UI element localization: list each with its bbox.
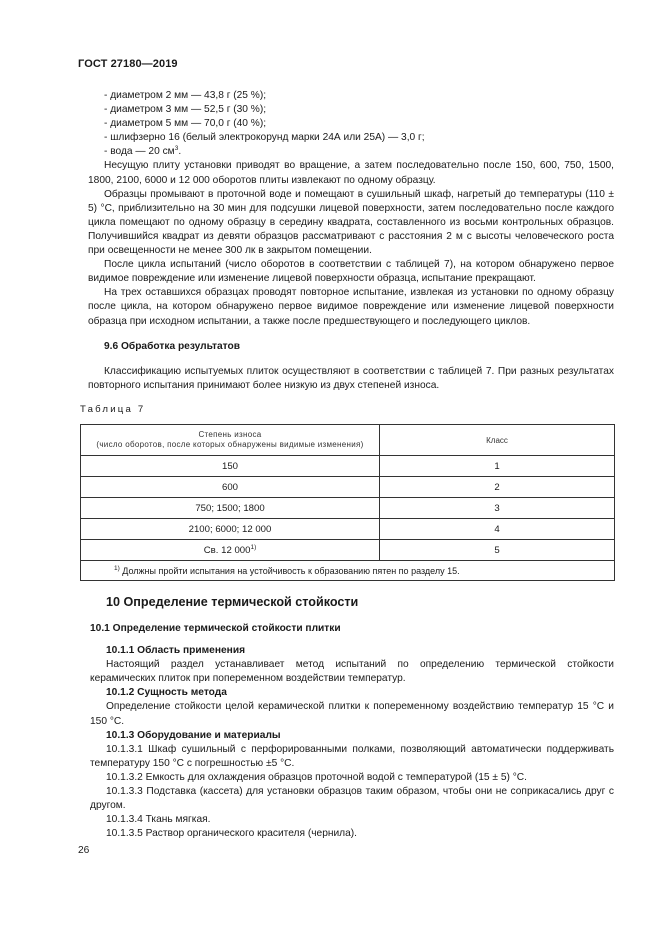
- cell-text: Св. 12 000: [203, 544, 251, 556]
- subsection-heading-10-1-2: 10.1.2 Сущность метода: [106, 687, 227, 699]
- table-cell: 4: [380, 519, 615, 540]
- page-number: 26: [78, 845, 90, 856]
- table-row: [81, 477, 615, 498]
- table-header-cell: [81, 425, 380, 456]
- header-line: Степень износа: [198, 430, 262, 439]
- section-heading-9-6: 9.6 Обработка результатов: [104, 340, 241, 352]
- table-header-row: [81, 425, 615, 456]
- table-row: [81, 456, 615, 477]
- subsection-heading-10-1: 10.1 Определение термической стойкости плитки: [90, 623, 341, 634]
- list-item-text: - вода — 20 см: [104, 146, 175, 158]
- header-line: (число оборотов, после которых обнаружены видимые изменения): [96, 440, 364, 449]
- subsection-heading-10-1-3: 10.1.3 Оборудование и материалы: [106, 729, 281, 741]
- paragraph: Образцы промывают в проточной воде и помещают в сушильный шкаф, нагретый до температуры (110 ± 5) °С, приблизительно на 30 мин для подсушки лицевой поверхности, затем последовательно после каждого цикла помещают по одному образцу в середину квадрата, составленного из восьми контрольных образцов. Получившийся квадрат из девяти образцов рассматривают с расстояния 2 м с высоты человеческого роста при освещенности не менее 300 лк в закрытом помещении.: [88, 188, 614, 257]
- paragraph: Несущую плиту установки приводят во вращение, а затем последовательно после 150, 600, 750, 1500, 1800, 2100, 6000 и 12 000 оборотов плиты извлекают по одному образцу.: [88, 160, 614, 186]
- footnote-mark: 1): [114, 564, 120, 572]
- paragraph: Классификацию испытуемых плиток осуществляют в соответствии с таблицей 7. При разных результатах повторного испытания принимают более низкую из двух степеней износа.: [88, 365, 614, 391]
- list-item: 10.1.3.3 Подставка (кассета) для установки образцов таким образом, чтобы они не соприкасались друг с другом.: [90, 786, 614, 812]
- table-cell: [81, 540, 380, 561]
- table-row: [81, 540, 615, 561]
- document-body: [88, 89, 614, 393]
- section-10-1-body: [90, 622, 614, 841]
- paragraph: На трех оставшихся образцах проводят повторное испытание, извлекая из установки по одному образцу после цикла, на котором обнаружено первое видимое повреждение или изменение лицевой поверхности образца при исходном испытании, а также после предшествующего и последующего циклов.: [88, 287, 614, 327]
- table-footnote: [81, 561, 615, 581]
- list-item: - диаметром 5 мм — 70,0 г (40 %);: [104, 118, 267, 130]
- paragraph: Настоящий раздел устанавливает метод испытаний по определению термической стойкости керамических плиток при попеременном воздействии температур.: [90, 659, 614, 685]
- table-cell: 5: [380, 540, 615, 561]
- table-7: [80, 424, 615, 581]
- section-heading-10: 10 Определение термической стойкости: [106, 595, 359, 609]
- list-item: - шлифзерно 16 (белый электрокорунд марки 24А или 25А) — 3,0 г;: [104, 132, 425, 144]
- table-row: [81, 498, 615, 519]
- table-header-cell: Класс: [380, 425, 615, 456]
- table-cell: 150: [81, 456, 380, 477]
- table-cell: 600: [81, 477, 380, 498]
- footnote-ref: 1): [250, 543, 257, 551]
- table-row: [81, 519, 615, 540]
- list-item-end: .: [178, 146, 182, 158]
- footnote-text: Должны пройти испытания на устойчивость к образованию пятен по разделу 15.: [119, 565, 460, 576]
- superscript: 3: [174, 145, 179, 153]
- table-cell: 3: [380, 498, 615, 519]
- table-cell: 2: [380, 477, 615, 498]
- table-cell: 1: [380, 456, 615, 477]
- list-item: 10.1.3.2 Емкость для охлаждения образцов проточной водой с температурой (15 ± 5) °С.: [106, 771, 527, 783]
- subsection-heading-10-1-1: 10.1.1 Область применения: [106, 645, 246, 657]
- paragraph: Определение стойкости целой керамической плитки к попеременному воздействию температур 15 °С и 150 °С.: [90, 701, 614, 727]
- table-caption: Таблица 7: [80, 404, 146, 415]
- list-item: 10.1.3.4 Ткань мягкая.: [106, 814, 211, 826]
- table-cell: 750; 1500; 1800: [81, 498, 380, 519]
- list-item: [88, 145, 614, 159]
- list-item: 10.1.3.1 Шкаф сушильный с перфорированными полками, позволяющий автоматически поддерживать температуру 150 °С с погрешностью ±5 °С.: [90, 743, 614, 769]
- list-item: - диаметром 3 мм — 52,5 г (30 %);: [104, 104, 267, 116]
- list-item: - диаметром 2 мм — 43,8 г (25 %);: [104, 90, 267, 101]
- table-footnote-row: [81, 561, 615, 581]
- document-header: ГОСТ 27180—2019: [78, 58, 178, 70]
- table-cell: 2100; 6000; 12 000: [81, 519, 380, 540]
- paragraph: После цикла испытаний (число оборотов в соответствии с таблицей 7), на котором обнаружено первое видимое повреждение или изменение лицевой поверхности образца, испытание прекращают.: [88, 259, 614, 285]
- list-item: 10.1.3.5 Раствор органического красителя (чернила).: [106, 828, 358, 840]
